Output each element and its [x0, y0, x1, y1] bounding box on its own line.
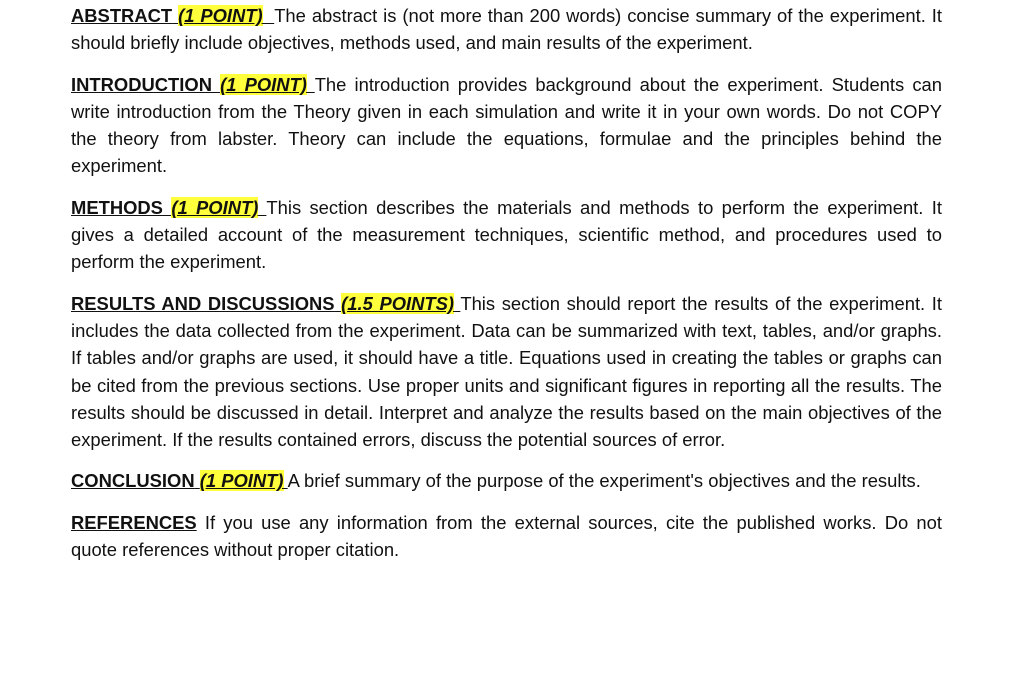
results-heading: RESULTS AND DISCUSSIONS — [71, 292, 335, 314]
abstract-heading: ABSTRACT — [71, 5, 173, 26]
references-paragraph — [71, 509, 942, 564]
conclusion-body: A brief summary of the purpose of the experiment's objectives and the results. — [287, 470, 921, 492]
references-body: If you use any information from the external sources, cite the published works. Do not quote references without proper citation. — [71, 511, 942, 561]
methods-body: This section describes the materials and methods to perform the experiment. It gives a detailed account of the measurement techniques, scientific method, and procedures used to perform the experiment. — [71, 196, 942, 273]
introduction-body: The introduction provides background about the experiment. Students can write introduction from the Theory given in each simulation and write it in your own words. Do not COPY the theory from labster. Theory can include the equations, formulae and the principles behind the experiment. — [71, 73, 942, 177]
methods-heading: METHODS — [71, 196, 163, 218]
results-body: This section should report the results of the experiment. It includes the data collected from the experiment. Data can be summarized with text, tables, and/or graphs. If tables and/or graphs are used, it should have a title. Equations used in creating the tables or graphs can be cited from the previous sections. Use proper units and significant figures in reporting all the results. The results should be discussed in detail. Interpret and analyze the results based on the main objectives of the experiment. If the results contained errors, discuss the potential sources of error. — [71, 292, 942, 451]
introduction-points: (1 POINT) — [220, 73, 307, 95]
methods-paragraph — [71, 194, 942, 276]
abstract-points: (1 POINT) — [178, 5, 263, 26]
results-points: (1.5 POINTS) — [341, 292, 455, 314]
introduction-paragraph — [71, 71, 942, 180]
introduction-heading: INTRODUCTION — [71, 73, 212, 95]
abstract-paragraph — [71, 2, 942, 57]
conclusion-points: (1 POINT) — [199, 470, 284, 492]
conclusion-paragraph — [71, 467, 942, 494]
results-paragraph — [71, 290, 942, 454]
abstract-body: The abstract is (not more than 200 words) concise summary of the experiment. It should briefly include objectives, methods used, and main results of the experiment. — [71, 5, 942, 54]
references-heading: REFERENCES — [71, 511, 197, 533]
conclusion-heading: CONCLUSION — [71, 470, 195, 492]
methods-points: (1 POINT) — [171, 196, 259, 218]
document-page — [71, 2, 942, 563]
